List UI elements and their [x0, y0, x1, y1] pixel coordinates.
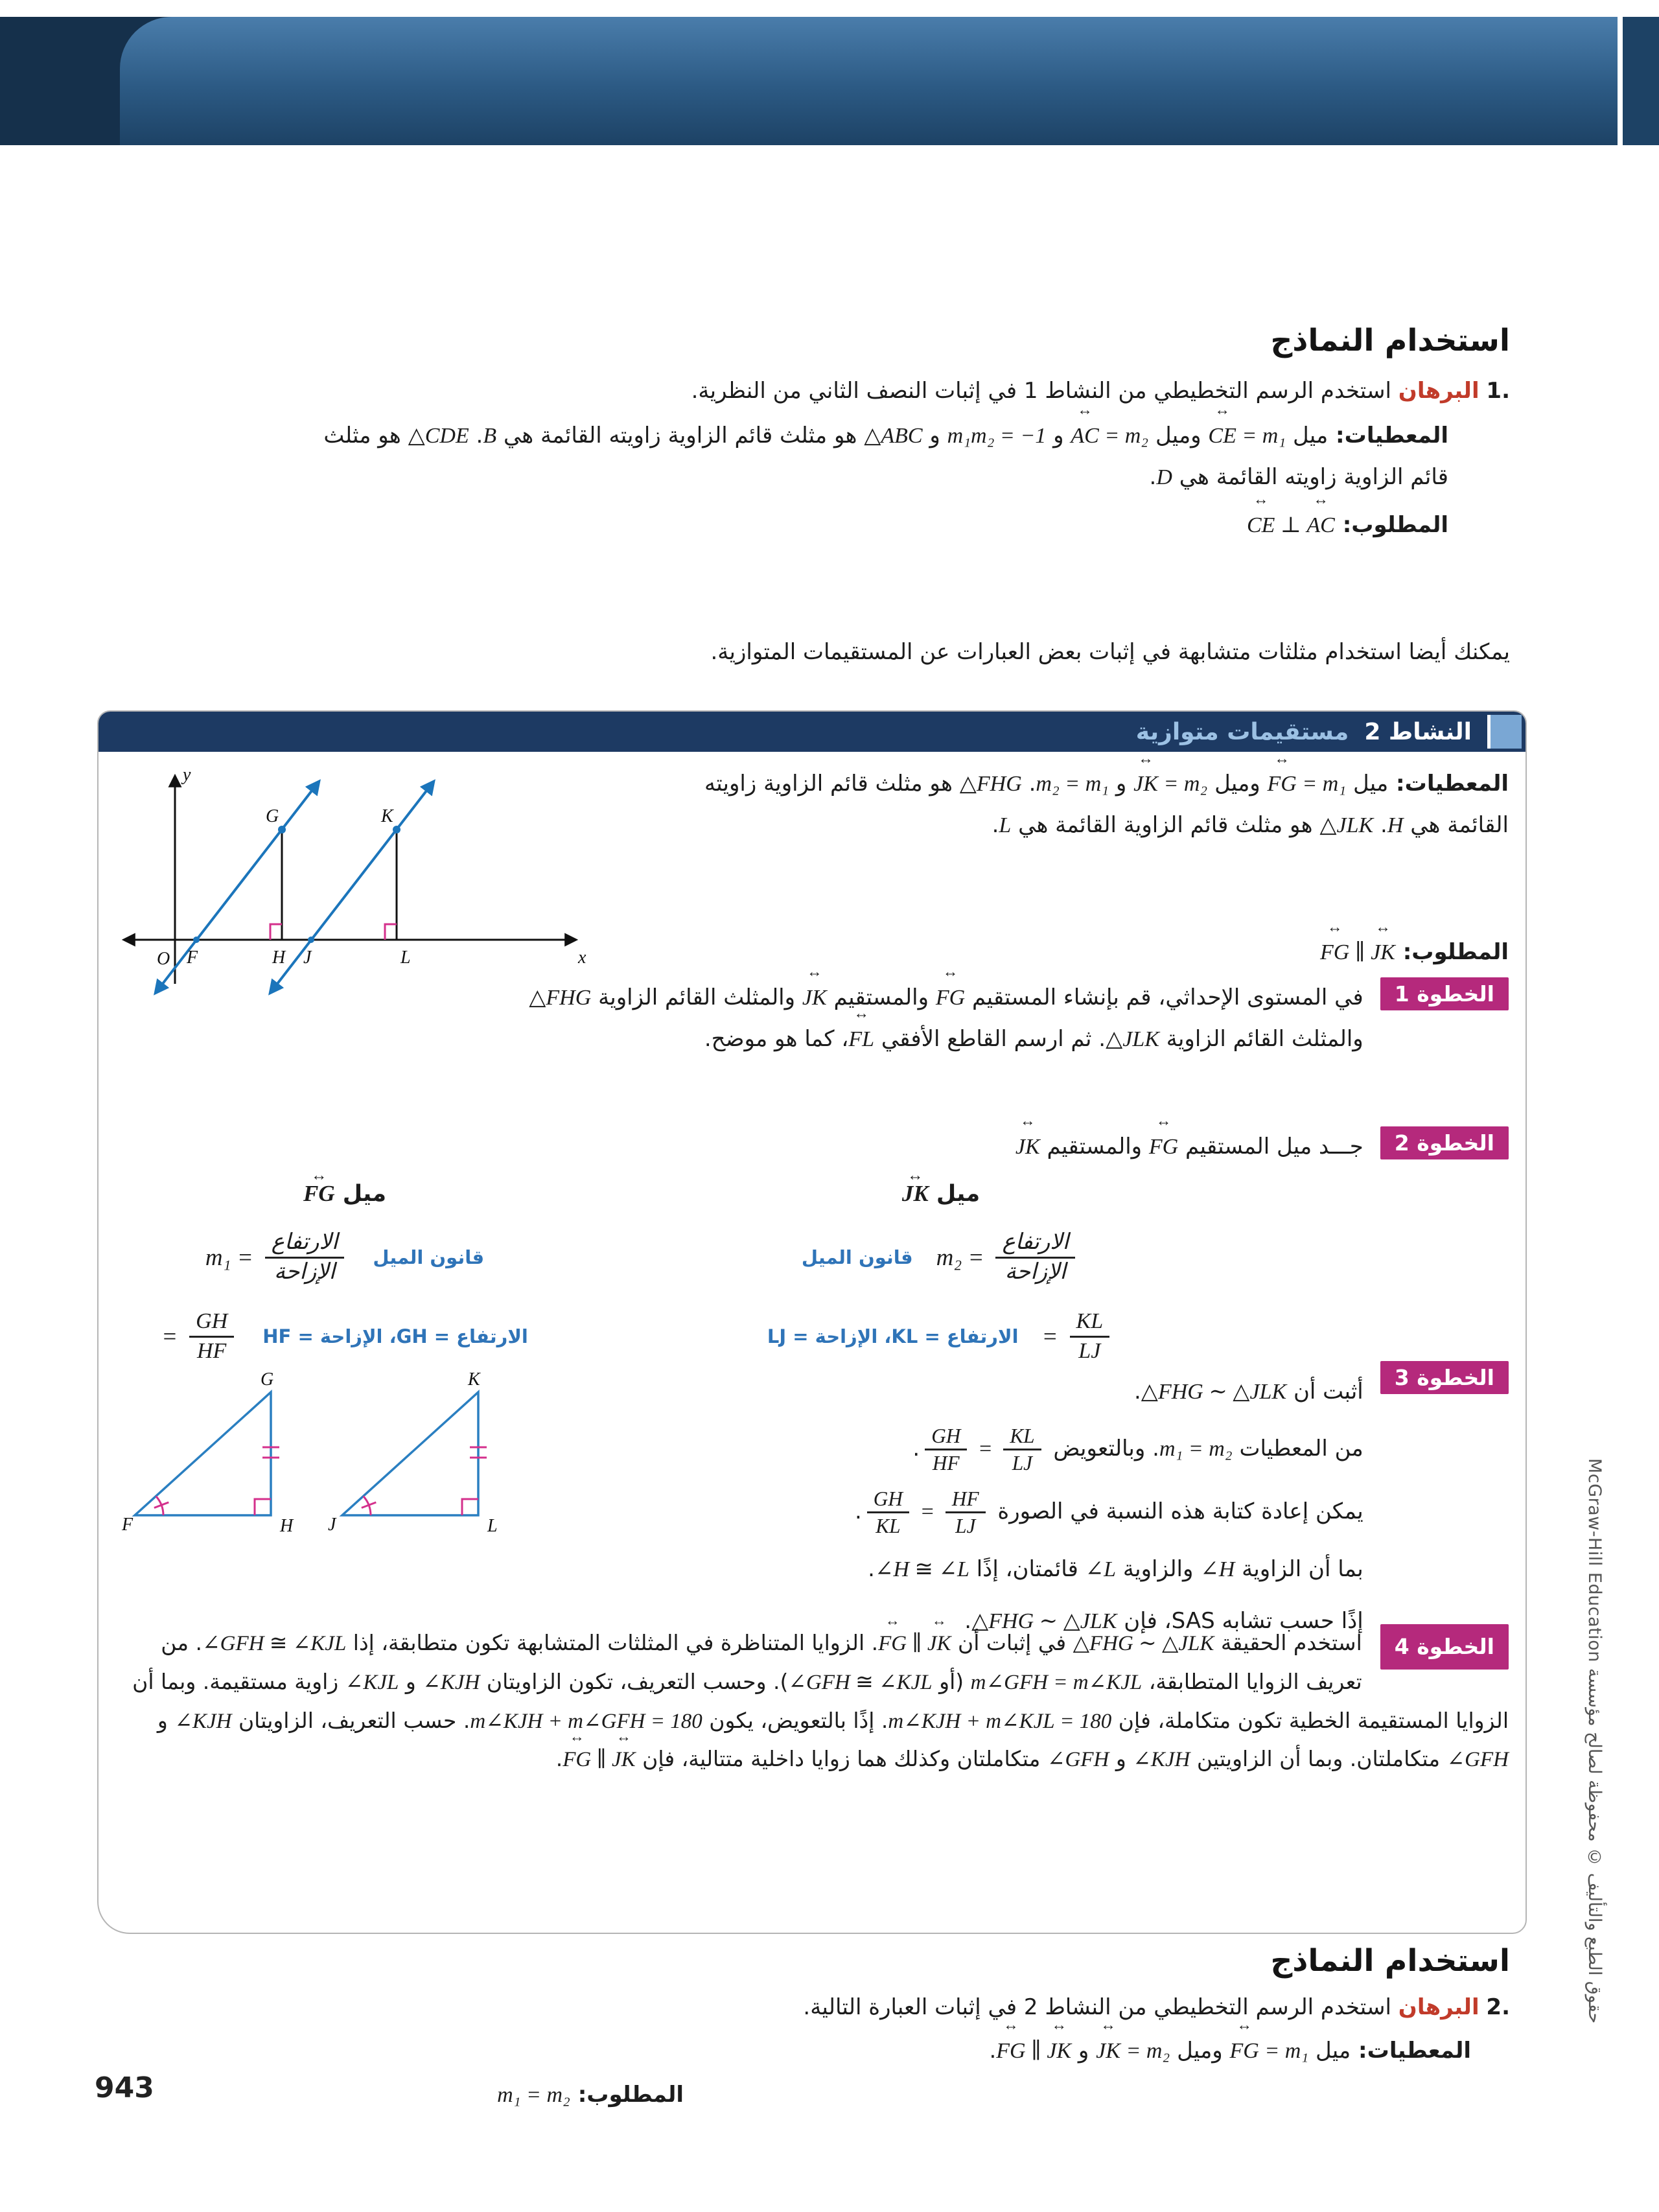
step-3-line-4: إذًا حسب تشابه SAS، فإن △FHG ∼ △JLK. [964, 1608, 1363, 1635]
problem-1-given: المعطيات: ميل ↔ CE = m₁ وميل ↔ AC = m₂ و m₁m₂ = −1 و △ABC هو مثلث قائم الزاوية زاويته القائمة هي B. △CDE هو مثلث قائم الزاوية زاويته القائمة هي D. [305, 415, 1448, 498]
right-angle-mark-L2 [462, 1499, 478, 1515]
copyright-notice: حقوق الطبع والتأليف © محفوظة لصالح مؤسسة [1584, 1668, 1605, 2024]
activity-2-badge: النشاط 2 [1364, 718, 1472, 745]
problem-item-2 [279, 1987, 1510, 2116]
top-banner-spine [1623, 17, 1659, 145]
label-J: J [303, 948, 312, 968]
right-angle-mark-H [270, 924, 282, 940]
step-1-badge: الخطوة 1 [1380, 977, 1509, 1010]
activity-2-given: المعطيات: ميل ↔ FG = m₁ وميل ↔ JK = m₂ و m₂ = m₁. △FHG هو مثلث قائم الزاوية زاويته القائمة هي H. △JLK هو مثلث قائم الزاوية القائمة هي L. [692, 763, 1509, 846]
step-4-badge: الخطوة 4 [1380, 1624, 1509, 1670]
activity-2-title: مستقيمات متوازية [1135, 718, 1349, 745]
step-4-text-wrap [115, 1624, 1509, 1779]
slope-JK-row-2 [714, 1308, 1168, 1365]
step-3-heading: أثبت أن △FHG ∼ △JLK. [1133, 1379, 1363, 1404]
slope-FG-equation-1: m₁ = $\frac{\text{الارتفاع}}{\text{الإزاحة}}$ [205, 1229, 349, 1286]
slope-FG-row-2 [118, 1308, 572, 1365]
slope-FG-reason-1: قانون الميل [373, 1246, 485, 1269]
copyright-sidebar [1584, 1458, 1605, 2184]
top-banner-panel [120, 17, 1618, 145]
problem-item-1 [305, 371, 1510, 546]
step-1 [463, 977, 1509, 1060]
step-2-badge: الخطوة 2 [1380, 1126, 1509, 1159]
slope-derivation-FG [118, 1181, 572, 1365]
tri-label-L: L [487, 1516, 498, 1536]
right-angle-mark-L [385, 924, 397, 940]
slope-JK-row-1 [714, 1229, 1168, 1286]
triangle-FHG [135, 1392, 271, 1515]
step-4 [115, 1624, 1509, 1779]
right-angle-mark-H2 [255, 1499, 271, 1515]
tri-label-F: F [122, 1515, 133, 1535]
section-heading-using-models-1: استخدام النماذج [1270, 323, 1510, 358]
slope-derivation-JK [714, 1181, 1168, 1365]
label-G: G [266, 806, 279, 826]
tri-label-K: K [468, 1369, 480, 1390]
axis-label-x: x [578, 948, 586, 968]
point-J [308, 937, 314, 943]
slope-FG-reason-2: الارتفاع = GH، الإزاحة = HF [262, 1325, 528, 1348]
label-F: F [187, 948, 198, 968]
step-3-line-3: بما أن الزاوية ∠H والزاوية ∠L قائمتان، إذًا ∠H ≅ ∠L. [868, 1556, 1363, 1583]
point-F [193, 937, 200, 943]
page-number: 943 [95, 2071, 154, 2104]
tri-label-G: G [261, 1369, 274, 1390]
activity-2-required: المطلوب: ↔ FG ∥ ↔ JK [1320, 932, 1509, 973]
step-3 [540, 1361, 1509, 1653]
label-K: K [381, 806, 393, 826]
copyright-publisher: McGraw-Hill Education [1584, 1458, 1605, 1662]
activity-2-header-bar [99, 712, 1526, 752]
step-3-line-1: من المعطيات m₁ = m₂. وبالتعويض $\frac{GH}{HF}$ = $\frac{KL}{LJ}$ . [912, 1424, 1363, 1474]
slope-FG-row-1 [118, 1229, 572, 1286]
activity-bar-decoration [1487, 715, 1522, 749]
top-banner [0, 17, 1659, 145]
problem-2-statement: 2. البرهان استخدم الرسم التخطيطي من النشاط 2 في إثبات العبارة التالية. [803, 1994, 1510, 2020]
slope-FG-equation-2: = $\frac{GH}{HF}$ [161, 1308, 239, 1365]
axis-label-y: y [183, 765, 191, 785]
step-2-text: جـــد ميل المستقيم ↔ FG والمستقيم ↔ JK [1015, 1126, 1363, 1168]
step-3-line-2: يمكن إعادة كتابة هذه النسبة في الصورة $\frac{GH}{KL}$ = $\frac{HF}{LJ}$ . [854, 1487, 1363, 1538]
top-banner-divider [1618, 17, 1623, 145]
tri-label-J: J [328, 1515, 336, 1535]
problem-2-given: المعطيات: ميل ↔ FG = m₁ وميل ↔ JK = m₂ و ↔ FG ∥ ↔ JK . [279, 2031, 1471, 2072]
step-4-text: استخدم الحقيقة △FHG ∼ △JLK في إثبات أن ↔ FG ∥ ↔ JK . الزوايا المتناظرة في المثلثات المتشابهة تكون متطابقة، إذا ∠GFH ≅ ∠KJL. من تعريف الزوايا المتطابقة، m∠GFH = m∠KJL (أو ∠GFH ≅ ∠KJL). وحسب التعريف، تكون الزاويتان ∠KJH و ∠KJL زاوية مستقيمة. وبما أن الزوايا المستقيمة الخطية تكون متكاملة، فإن m∠KJH + m∠KJL = 180. إذًا بالتعويض، يكون m∠KJH + m∠GFH = 180. حسب التعريف، الزاويتان ∠KJH و ∠GFH متكاملتان. وبما أن الزاويتين ∠KJH و ∠GFH متكاملتان وكذلك هما زوايا داخلية متتالية، فإن ↔ FG ∥ ↔ JK . [132, 1630, 1509, 1771]
step-3-badge: الخطوة 3 [1380, 1361, 1509, 1394]
origin-label: O [157, 949, 170, 969]
slope-JK-reason-1: قانون الميل [801, 1246, 913, 1269]
step-2 [1015, 1126, 1509, 1168]
step-3-text [540, 1361, 1363, 1653]
tri-label-H: H [280, 1516, 294, 1536]
slope-JK-equation-1: m₂ = $\frac{\text{الارتفاع}}{\text{الإزاحة}}$ [936, 1229, 1080, 1286]
slope-JK-equation-2: = $\frac{KL}{LJ}$ [1042, 1308, 1115, 1365]
slope-JK-title: ميل ↔ JK [714, 1181, 1168, 1207]
intro-paragraph: يمكنك أيضا استخدام مثلثات متشابهة في إثبات بعض العبارات عن المستقيمات المتوازية. [710, 639, 1510, 665]
problem-1-required: المطلوب: ↔ CE ⊥ ↔ AC [305, 505, 1448, 546]
activity-2-box [97, 710, 1527, 1934]
problem-2-required: المطلوب: m₁ = m₂ [497, 2081, 684, 2108]
label-H: H [272, 948, 286, 968]
triangle-JLK [342, 1392, 478, 1515]
section-heading-using-models-2: استخدام النماذج [1270, 1943, 1510, 1979]
point-K [393, 826, 400, 833]
similar-triangles-figure [121, 1363, 522, 1538]
slope-FG-title: ميل ↔ FG [118, 1181, 572, 1207]
step-1-text: في المستوى الإحداثي، قم بإنشاء المستقيم ↔ FG والمستقيم ↔ JK والمثلث القائم الزاوية △FHG والمثلث القائم الزاوية △JLK. ثم ارسم القاطع الأفقي ↔ FL، كما هو موضح. [463, 977, 1363, 1060]
coordinate-plane-figure [110, 757, 603, 1003]
point-G [278, 826, 286, 833]
label-L: L [400, 948, 411, 968]
problem-1-statement: 1. البرهان استخدم الرسم التخطيطي من النشاط 1 في إثبات النصف الثاني من النظرية. [691, 378, 1510, 404]
slope-JK-reason-2: الارتفاع = KL، الإزاحة = LJ [767, 1325, 1019, 1348]
